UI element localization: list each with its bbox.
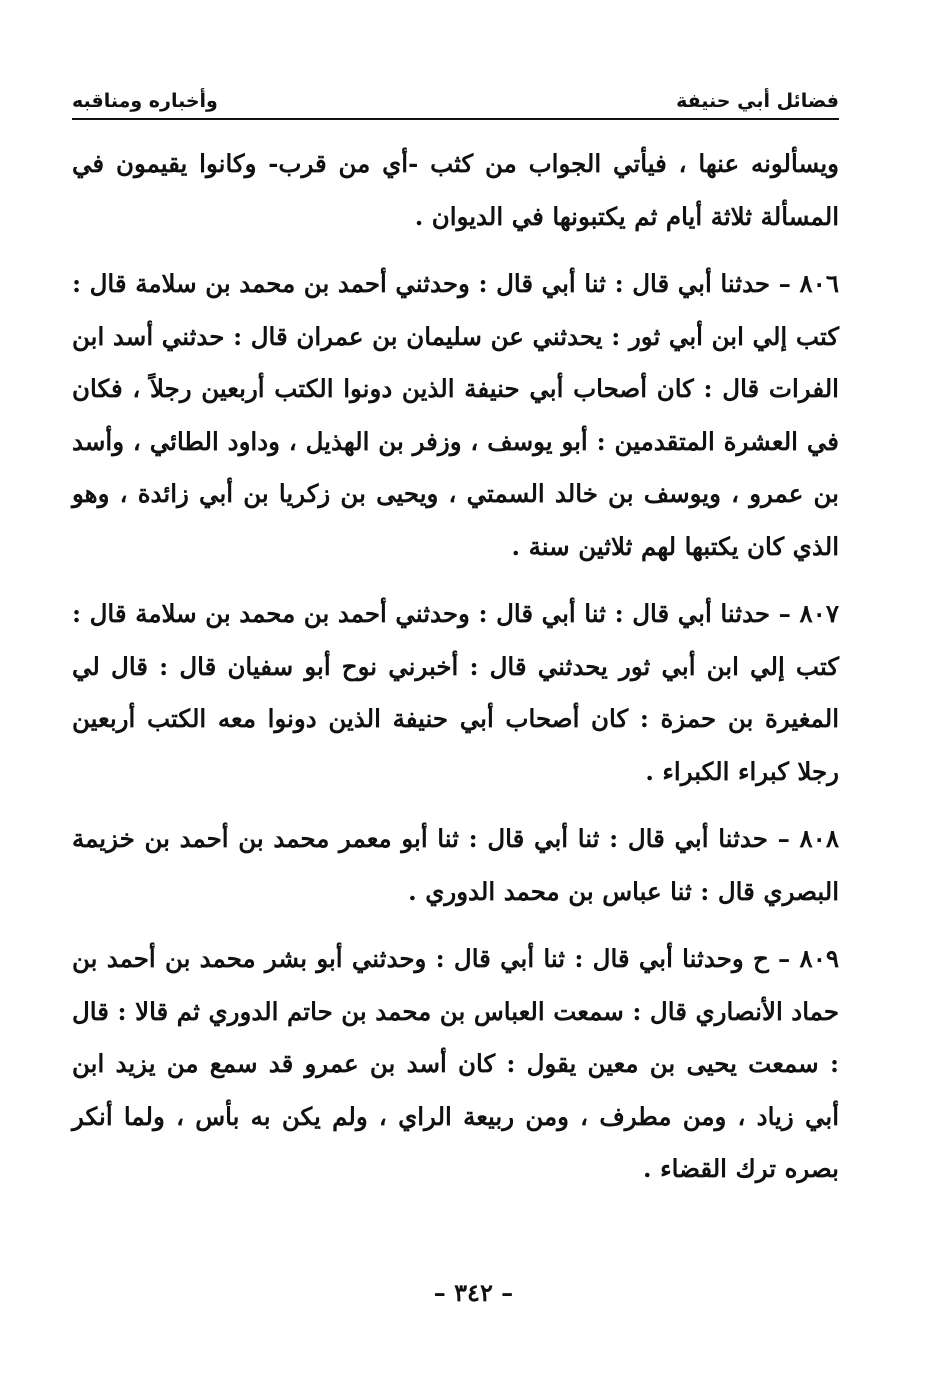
paragraph-text: – حدثنا أبي قال : ثنا أبي قال : وحدثني أحمد بن محمد بن سلامة قال : كتب إلي ابن أبي ثور : يحدثني عن سليمان بن عمران قال : حدثني أسد ابن الفرات قال : كان أصحاب أبي حنيفة الذين دونوا الكتب أربعين رجلاً ، فكان في العشرة المتقدمين : أبو يوسف ، وزفر بن الهذيل ، وداود الطائي ، وأسد بن عمرو ، ويوسف بن خالد السمتي ، ويحيى بن زكريا بن أبي زائدة ، وهو الذي كان يكتبها لهم ثلاثين سنة . [72,269,839,561]
paragraph-number: ٨٠٩ [799,944,840,973]
header-book-title: فضائل أبي حنيفة [676,90,839,112]
paragraph-806 [72,258,839,573]
paragraph-809 [72,933,839,1196]
paragraph-number: ٨٠٨ [799,824,839,853]
page-body [72,138,839,1211]
paragraph-text: – حدثنا أبي قال : ثنا أبي قال : ثنا أبو معمر محمد بن أحمد بن خزيمة البصري قال : ثنا عباس بن محمد الدوري . [72,824,839,906]
page-number: – ٣٤٢ – [433,1278,514,1307]
paragraph-808 [72,813,839,918]
paragraph-text: – حدثنا أبي قال : ثنا أبي قال : وحدثني أحمد بن محمد بن سلامة قال : كتب إلي ابن أبي ثور يحدثني قال : أخبرني نوح أبو سفيان قال : قال لي المغيرة بن حمزة : كان أصحاب أبي حنيفة الذين دونوا معه الكتب أربعين رجلا كبراء الكبراء . [72,599,839,786]
paragraph-807 [72,588,839,798]
paragraph-number: ٨٠٧ [799,599,839,628]
paragraph-number: ٨٠٦ [799,269,839,298]
paragraph-text: ويسألونه عنها ، فيأتي الجواب من كثب -أي من قرب- وكانوا يقيمون في المسألة ثلاثة أيام ثم يكتبونها في الديوان . [72,149,839,231]
paragraph-continuation [72,138,839,243]
running-header [72,72,839,112]
header-section-title: وأخباره ومناقبه [72,90,218,112]
header-divider [72,118,839,120]
paragraph-text: – ح وحدثنا أبي قال : ثنا أبي قال : وحدثني أبو بشر محمد بن أحمد بن حماد الأنصاري قال : سمعت العباس بن محمد بن حاتم الدوري ثم قالا : قال : سمعت يحيى بن معين يقول : كان أسد بن عمرو قد سمع من يزيد ابن أبي زياد ، ومن مطرف ، ومن ربيعة الراي ، ولم يكن به بأس ، ولما أنكر بصره ترك القضاء . [72,944,839,1183]
